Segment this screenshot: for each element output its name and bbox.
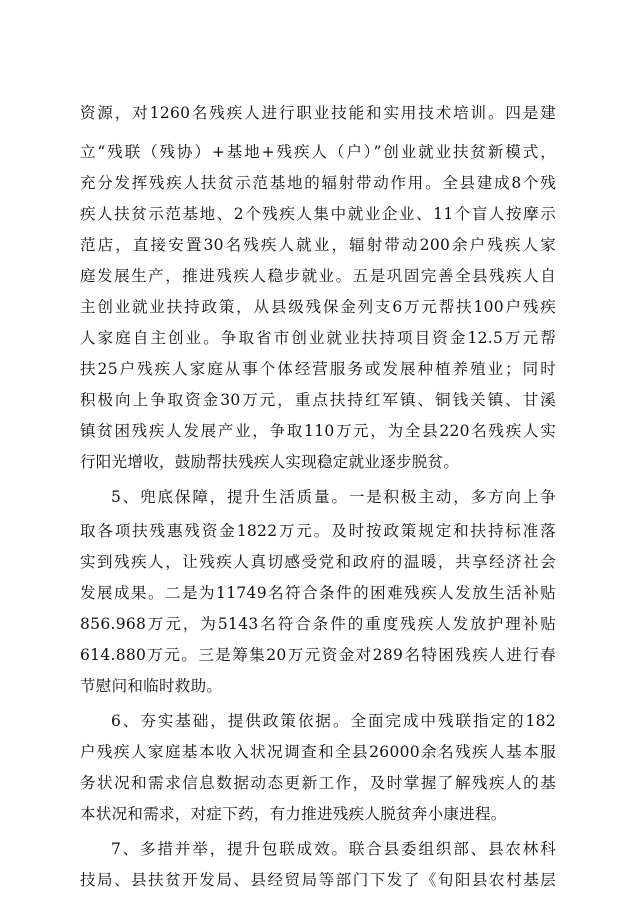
section-heading-line: 7、多措并举，提升包联成效。联合县委组织部、县农林科	[111, 840, 556, 858]
section-heading-line: 5、兜底保障，提升生活质量。一是积极主动，多方向上争	[111, 488, 556, 506]
text-line: 技局、县扶贫开发局、县经贸局等部门下发了《旬阳县农村基层	[80, 871, 556, 889]
text-line: 614.880万元。三是筹集20万元资金对289名特困残疾人进行春	[80, 646, 556, 664]
text-line: 疾人扶贫示范基地、2个残疾人集中就业企业、11个盲人按摩示	[80, 205, 556, 223]
text-line: 主创业就业扶持政策，从县级残保金列支6万元帮扶100户残疾	[80, 298, 556, 316]
paragraph-end-line: 本状况和需求，对症下药，有力推进残疾人脱贫奔小康进程。	[80, 805, 507, 823]
text-line: 人家庭自主创业。争取省市创业就业扶持项目资金12.5万元帮	[80, 329, 556, 347]
text-line: 积极向上争取资金30万元，重点扶持红军镇、铜钱关镇、甘溪	[80, 391, 556, 409]
text-line: 范店，直接安置30名残疾人就业，辐射带动200余户残疾人家	[80, 236, 556, 254]
text-line: 庭发展生产，推进残疾人稳步就业。五是巩固完善全县残疾人自	[80, 267, 556, 285]
text-line: 实到残疾人，让残疾人真切感受党和政府的温暖，共享经济社会	[80, 553, 556, 571]
paragraph-end-line: 行阳光增收，鼓励帮扶残疾人实现稳定就业逐步脱贫。	[80, 453, 460, 471]
text-line: 户残疾人家庭基本收入状况调查和全县26000余名残疾人基本服	[80, 743, 556, 761]
text-line: 856.968万元，为5143名符合条件的重度残疾人发放护理补贴	[80, 615, 556, 633]
section-heading-line: 6、夯实基础，提供政策依据。全面完成中残联指定的182	[111, 712, 556, 730]
text-line: 镇贫困残疾人发展产业，争取110万元，为全县220名残疾人实	[80, 422, 556, 440]
text-line: 资源，对1260名残疾人进行职业技能和实用技术培训。四是建	[80, 104, 556, 122]
paragraph-end-line: 节慰问和临时救助。	[80, 677, 223, 695]
text-line: 务状况和需求信息数据动态更新工作，及时掌握了解残疾人的基	[80, 774, 556, 792]
text-line: 扶25户残疾人家庭从事个体经营服务或发展种植养殖业；同时	[80, 360, 556, 378]
text-line: 取各项扶残惠残资金1822万元。及时按政策规定和扶持标准落	[80, 522, 556, 540]
text-line: 发展成果。二是为11749名符合条件的困难残疾人发放生活补贴	[80, 584, 556, 602]
text-line: 立“残联（残协）+基地+残疾人（户）”创业就业扶贫新模式，	[80, 143, 556, 161]
text-line: 充分发挥残疾人扶贫示范基地的辐射带动作用。全县建成8个残	[80, 174, 556, 192]
